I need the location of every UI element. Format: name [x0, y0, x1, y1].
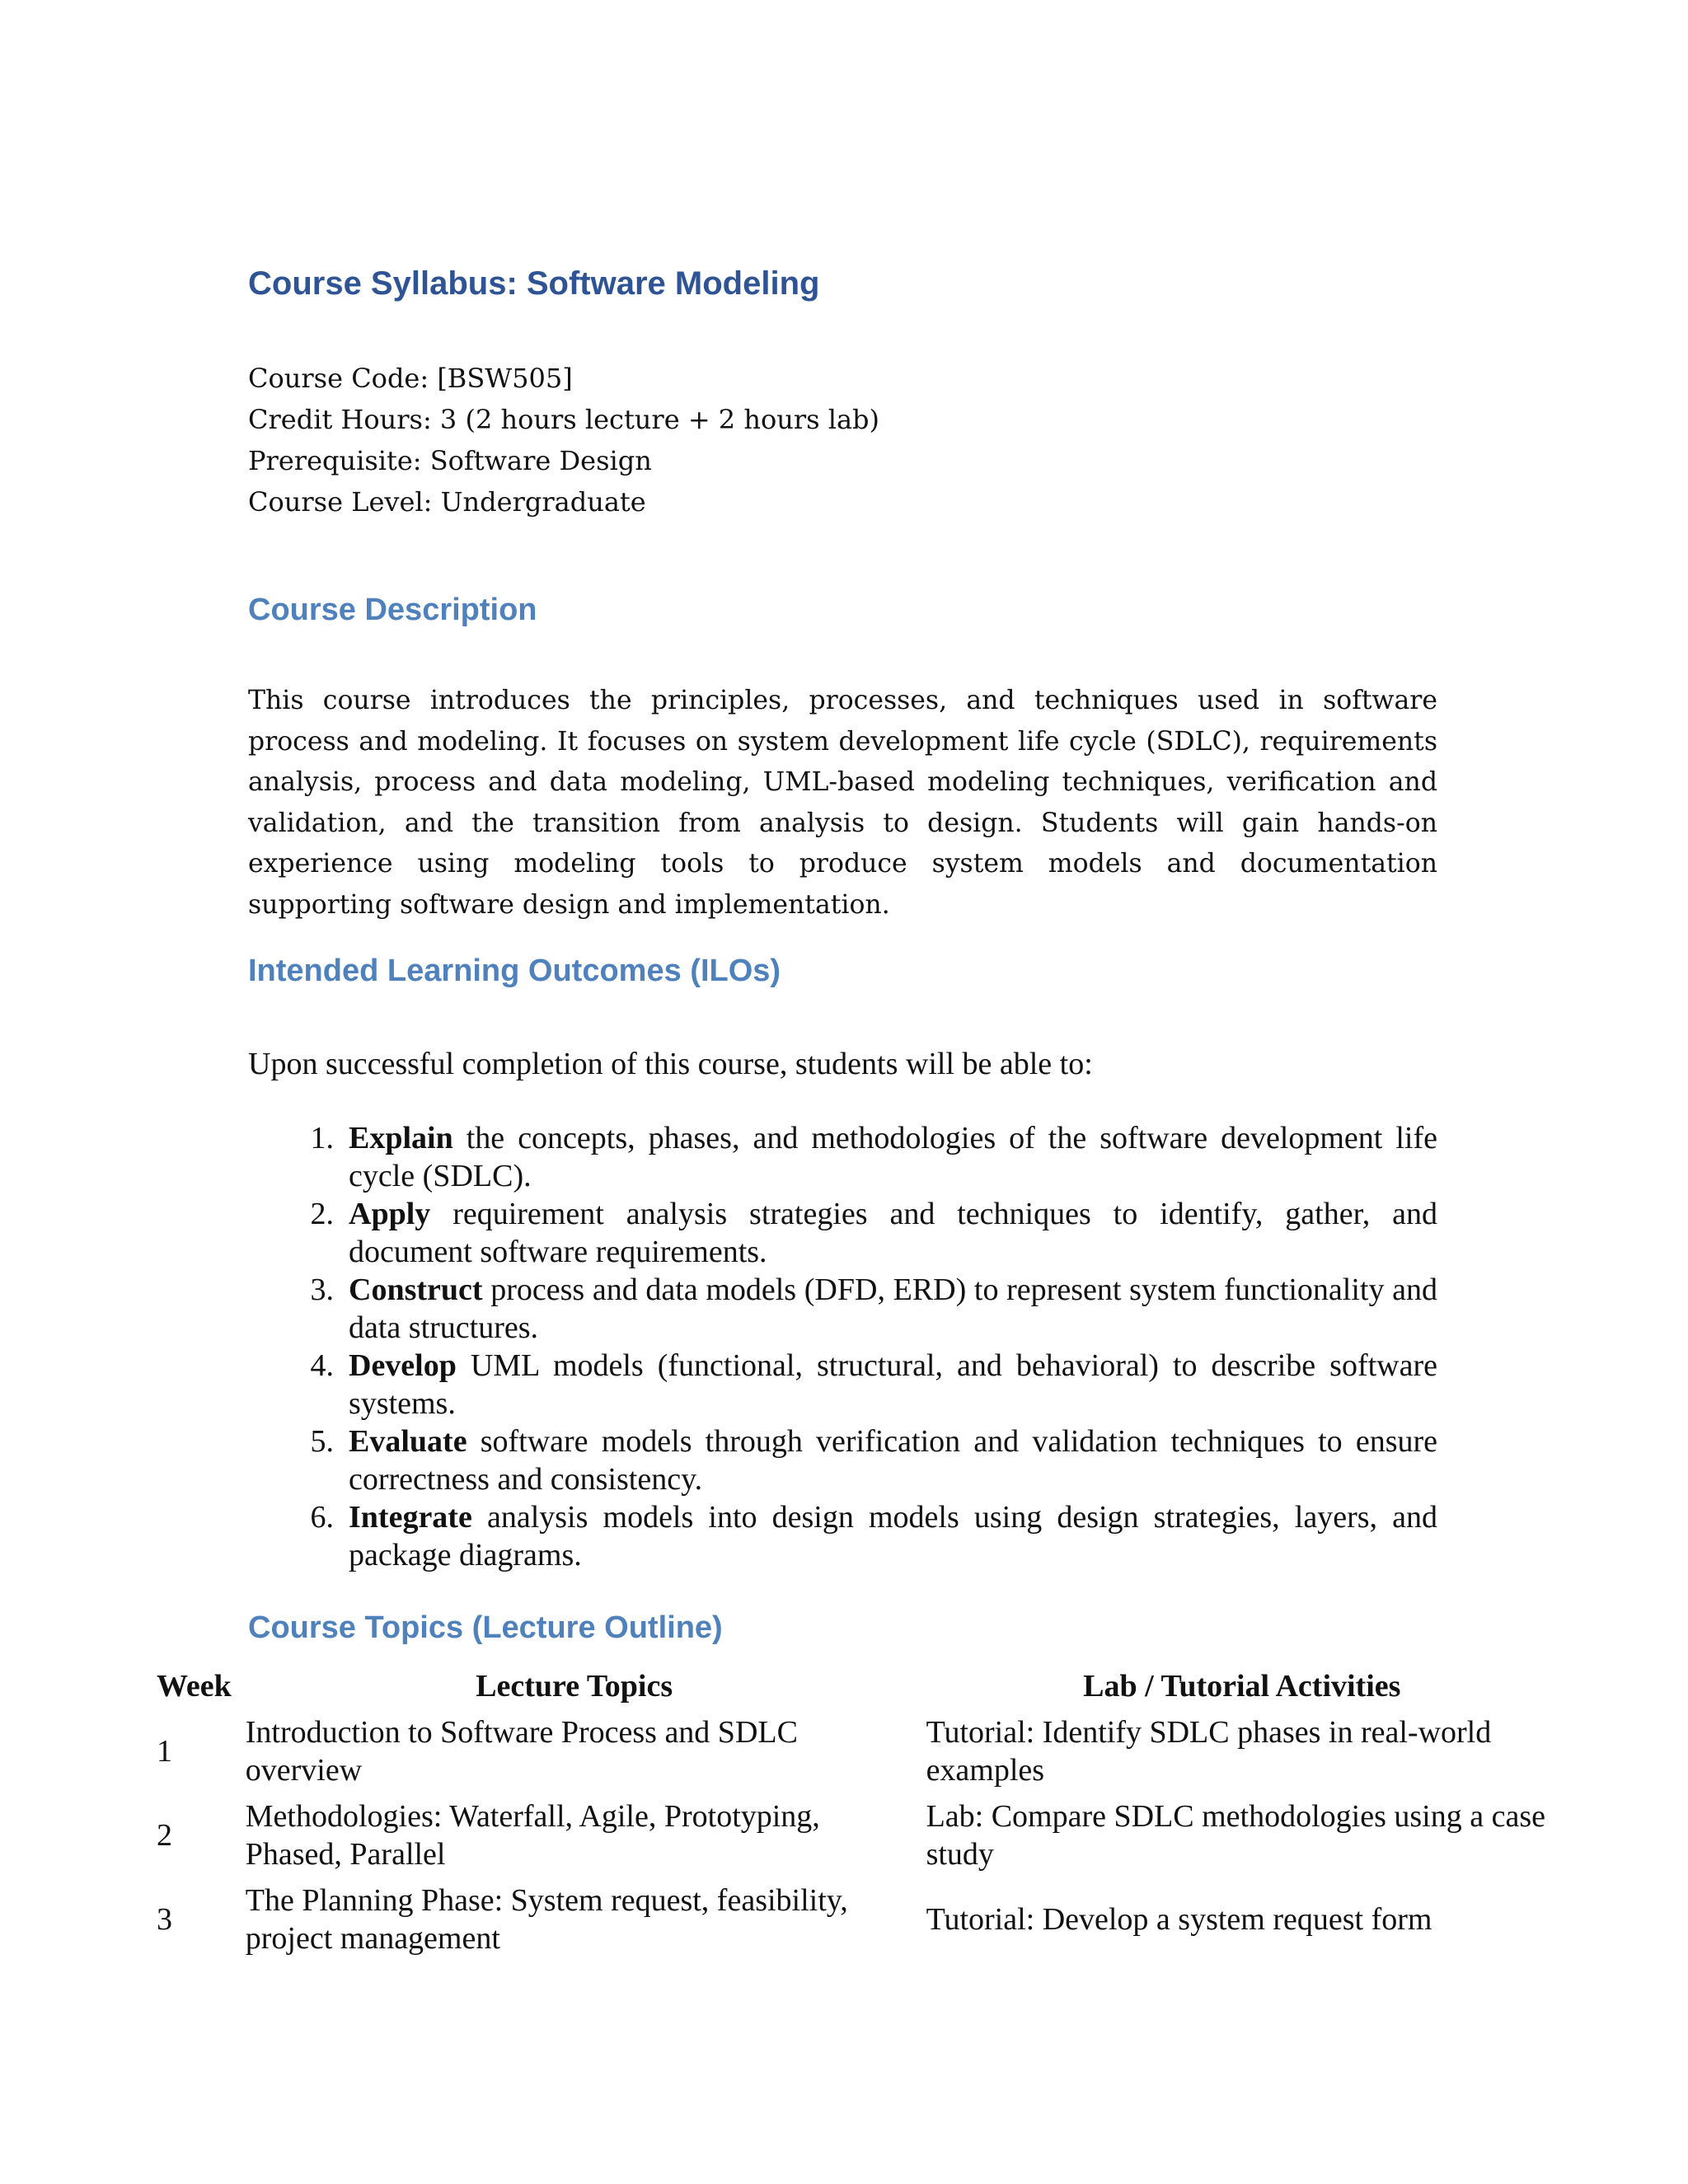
- course-description-text: This course introduces the principles, processes, and techniques used in software process and modeling. It focuses on system development life cycle (SDLC), requirements analysis, process and data modeling, UML-based modeling techniques, verification and validation, and the transition from analysis to design. Students will gain hands-on experience using modeling tools to produce system models and documentation supporting software design and implementation.: [248, 686, 1437, 920]
- column-header-week: Week: [157, 1669, 232, 1704]
- ilo-text: process and data models (DFD, ERD) to represent system functionality and data structures.: [349, 1272, 1437, 1345]
- lab-cell: Lab: Compare SDLC methodologies using a case study: [926, 1799, 1545, 1872]
- course-info-list: [248, 358, 879, 523]
- ilo-number: 1.: [310, 1121, 334, 1155]
- ilo-text: the concepts, phases, and methodologies of the software development life cycle (SDLC).: [349, 1121, 1437, 1193]
- course-topics-table: [157, 1667, 1558, 1962]
- ilo-verb: Construct: [349, 1272, 483, 1307]
- ilo-verb: Apply: [349, 1197, 431, 1231]
- ilos-intro: Upon successful completion of this course, students will be able to:: [248, 1047, 1093, 1081]
- ilos-heading: Intended Learning Outcomes (ILOs): [248, 954, 781, 988]
- ilo-text: UML models (functional, structural, and behavioral) to describe software systems.: [349, 1348, 1437, 1421]
- table-row: [157, 1794, 1558, 1878]
- ilo-text: software models through verification and validation techniques to ensure correctness and consistency.: [349, 1424, 1437, 1497]
- ilo-item: [248, 1347, 1437, 1422]
- table-row: [157, 1878, 1558, 1962]
- lecture-cell: Methodologies: Waterfall, Agile, Prototyping, Phased, Parallel: [245, 1799, 820, 1872]
- ilo-verb: Evaluate: [349, 1424, 467, 1459]
- lecture-cell: Introduction to Software Process and SDLC overview: [245, 1715, 798, 1788]
- ilo-item: [248, 1195, 1437, 1271]
- week-cell: 2: [157, 1818, 172, 1853]
- column-header-lecture-topics: Lecture Topics: [476, 1669, 673, 1704]
- lab-cell: Tutorial: Identify SDLC phases in real-world examples: [926, 1715, 1492, 1788]
- week-cell: 3: [157, 1902, 172, 1937]
- page-title: Course Syllabus: Software Modeling: [248, 265, 820, 302]
- ilo-item: [248, 1119, 1437, 1195]
- credit-hours: Credit Hours: 3 (2 hours lecture + 2 hours lab): [248, 404, 879, 435]
- ilo-verb: Develop: [349, 1348, 457, 1383]
- week-cell: 1: [157, 1734, 172, 1769]
- table-row: [157, 1710, 1558, 1794]
- lab-cell: Tutorial: Develop a system request form: [926, 1902, 1432, 1937]
- ilo-number: 2.: [310, 1197, 334, 1231]
- prerequisite: Prerequisite: Software Design: [248, 445, 652, 476]
- table-header-row: [157, 1667, 1558, 1710]
- course-description-heading: Course Description: [248, 593, 537, 627]
- ilo-number: 4.: [310, 1348, 334, 1383]
- course-level: Course Level: Undergraduate: [248, 486, 646, 518]
- ilo-list: [248, 1119, 1437, 1574]
- ilo-item: [248, 1271, 1437, 1347]
- course-code: Course Code: [BSW505]: [248, 363, 573, 394]
- ilo-text: requirement analysis strategies and techniques to identify, gather, and document software requirements.: [349, 1197, 1437, 1269]
- ilo-number: 3.: [310, 1272, 334, 1307]
- ilo-verb: Explain: [349, 1121, 453, 1155]
- course-topics-heading: Course Topics (Lecture Outline): [248, 1610, 723, 1645]
- lecture-cell: The Planning Phase: System request, feasibility, project management: [245, 1883, 848, 1956]
- ilo-item: [248, 1422, 1437, 1498]
- ilo-text: analysis models into design models using design strategies, layers, and package diagrams.: [349, 1500, 1437, 1572]
- ilo-number: 5.: [310, 1424, 334, 1459]
- ilo-item: [248, 1498, 1437, 1574]
- ilo-number: 6.: [310, 1500, 334, 1535]
- column-header-lab-activities: Lab / Tutorial Activities: [1083, 1669, 1401, 1704]
- ilo-verb: Integrate: [349, 1500, 472, 1535]
